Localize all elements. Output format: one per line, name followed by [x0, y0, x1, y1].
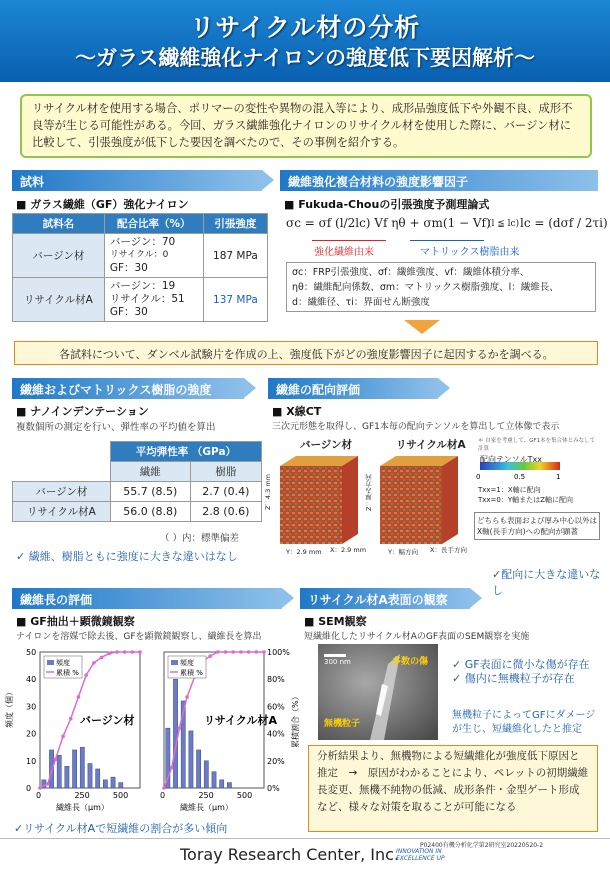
length-conclusion: ✓リサイクル材Aで短繊維の割合が多い傾向 — [14, 822, 228, 835]
th-strength: 引張強度 — [203, 214, 267, 234]
legend-label: 頻度 — [56, 659, 70, 667]
strength-table — [12, 441, 262, 522]
surface-subheading: ■ SEM観察 — [304, 615, 367, 628]
page-title: リサイクル材の分析 — [189, 13, 421, 42]
cell-fiber: 56.0 (8.8) — [110, 502, 190, 522]
cumulative-point — [115, 650, 119, 654]
cumulative-point — [38, 786, 42, 790]
cumulative-point — [77, 695, 81, 699]
company-logo: INNOVATION IN EXCELLENCE UP — [396, 848, 445, 862]
y-tick-label: 0 — [26, 784, 32, 793]
surface-desc: 短繊維化したリサイクル材AのGF表面のSEM観察を実施 — [304, 632, 530, 642]
histogram-bar — [65, 766, 69, 788]
cell-resin: 2.8 (0.6) — [190, 502, 261, 522]
heading-text: リサイクル材A表面の観察 — [308, 593, 448, 607]
th-name: 試料名 — [13, 214, 105, 234]
dim-x: X：2.9 mm — [330, 546, 367, 554]
section-strength-heading — [12, 378, 244, 399]
heading-text: 試料 — [20, 175, 45, 189]
section-factors-heading — [280, 170, 598, 191]
scale-bar — [324, 654, 346, 657]
y-tick-label: 50 — [26, 648, 37, 657]
cell-fiber: 55.7 (8.5) — [110, 482, 190, 502]
label-virgin: バージン材 — [300, 439, 353, 451]
histogram-bar — [189, 731, 193, 788]
histogram-bar — [57, 755, 61, 788]
histogram-bar — [220, 780, 224, 788]
ct-cube-virgin — [280, 456, 358, 544]
factors-legend — [286, 262, 596, 312]
section-sample-heading — [12, 170, 262, 191]
chart-title: リサイクル材A — [204, 714, 277, 727]
table-row — [13, 502, 262, 522]
histogram-bar — [80, 747, 84, 788]
label-recycle: リサイクル材A — [396, 439, 466, 451]
orientation-desc: 三次元形態を取得し、GF1本毎の配向テンソルを算出して立体像で表示 — [272, 422, 560, 432]
histogram-bar — [197, 750, 201, 788]
x-tick-label: 0 — [160, 791, 166, 800]
y-tick-label: 30 — [26, 702, 37, 712]
sample-subheading: ■ ガラス繊維（GF）強化ナイロン — [16, 198, 189, 211]
legend-tx1: Txx=1：X軸に配向 — [478, 486, 541, 494]
cumulative-point — [247, 650, 251, 654]
heading-text: 繊維およびマトリックス樹脂の強度 — [20, 383, 212, 397]
sem-scale: 300 nm — [324, 658, 351, 666]
y-tick-label: 20 — [26, 729, 37, 739]
histogram-bar — [111, 777, 115, 788]
dim-y2: Y：幅方向 — [388, 548, 418, 556]
strength-conclusion: ✓ 繊維、樹脂ともに強度に大きな違いはなし — [16, 550, 238, 563]
cumulative-point — [61, 735, 65, 739]
cumulative-point — [131, 650, 135, 654]
histogram-bar — [204, 761, 208, 788]
y2-tick-label: 40% — [267, 729, 285, 739]
section-surface-heading — [300, 588, 470, 609]
cell-name: リサイクル材A — [13, 502, 111, 522]
y2-tick-label: 100% — [267, 648, 290, 657]
ratio-line: リサイクル：51 — [109, 293, 185, 305]
y-tick-label: 40 — [26, 675, 37, 685]
cell-ratio — [104, 278, 203, 322]
summary-text: 分析結果より、無機物による短繊維化が強度低下原因と推定 → 原因がわかることにより、ペレットの初期繊維長変更、無機不純物の低減、成形条件・金型ゲート形成など、様々な対策を取ることが可能になる — [317, 750, 589, 813]
th-group: 平均弾性率 （GPa） — [110, 442, 261, 462]
cell-strength: 187 MPa — [203, 234, 267, 278]
orientation-subheading: ■ X線CT — [272, 405, 322, 418]
histogram-bar — [88, 764, 92, 788]
cumulative-point — [107, 652, 111, 656]
histogram-bar — [73, 750, 77, 788]
intro-box — [20, 94, 592, 158]
th-fiber: 繊維 — [110, 462, 190, 482]
summary-box — [308, 745, 598, 832]
cumulative-point — [92, 661, 96, 665]
sample-table — [12, 213, 268, 322]
y2-tick-label: 60% — [267, 702, 285, 712]
label-fiber: 強化繊維由来 — [314, 247, 374, 258]
cumulative-point — [162, 786, 166, 790]
th-empty — [13, 462, 111, 482]
intro-text: リサイクル材を使用する場合、ポリマーの変性や異物の混入等により、成形品強度低下や外観不良、成形不良等が生じる可能性がある。今回、ガラス繊維強化ナイロンのリサイクル材を使用した際に、バージン材に比較して、引張強度が低下した要因を調べたので、その事例を紹介する。 — [32, 102, 573, 149]
cumulative-point — [123, 650, 127, 654]
tick-0: 0 — [476, 473, 481, 481]
orientation-small-note: ＊ 自家を考慮して、GF1本を集合体とみなして計算 — [478, 438, 596, 452]
strength-desc: 複数個所の測定を行い、弾性率の平均値を算出 — [16, 422, 216, 433]
x-tick-label: 250 — [198, 791, 214, 800]
equation-main: σc = σf (l/2lc) Vf ηθ + σm(1 − Vf) — [286, 216, 491, 230]
strength-footnote: （ ）内：標準偏差 — [160, 533, 240, 544]
surface-bullet2: ✓ 傷内に無機粒子が存在 — [452, 672, 575, 685]
x-tick-label: 500 — [112, 791, 129, 800]
x-axis-label: 繊維長（μm） — [56, 803, 109, 812]
heading-text: 繊維強化複合材料の強度影響因子 — [288, 175, 469, 189]
footer-code: P02400有機分析化学第2研究室20220520-2 — [420, 842, 544, 849]
cumulative-point — [54, 758, 58, 762]
surface-result: 無機粒子によってGFにダメージが生じ、短繊維化したと推定 — [452, 710, 596, 735]
legend-swatch-bar — [47, 660, 54, 665]
cumulative-point — [262, 650, 266, 654]
heading-text: 繊維の配向評価 — [276, 383, 361, 397]
th-empty — [13, 442, 111, 462]
cumulative-point — [138, 650, 142, 654]
cumulative-point — [231, 650, 235, 654]
legend-line: ηθ：繊維配向係数、σm：マトリックス樹脂強度、l：繊維長、 — [292, 282, 559, 293]
cumulative-point — [84, 673, 88, 677]
y2-axis-label: 累積割合（%） — [291, 692, 300, 748]
y-tick-label: 10 — [26, 756, 37, 766]
tick-05: 0.5 — [514, 473, 526, 481]
cumulative-point — [170, 766, 174, 770]
dim-x2: X：長手方向 — [430, 546, 467, 554]
cell-name: リサイクル材A — [13, 278, 105, 322]
cumulative-point — [185, 695, 189, 699]
legend-label: 累積 % — [56, 669, 79, 677]
cumulative-point — [216, 650, 220, 654]
th-resin: 樹脂 — [190, 462, 261, 482]
length-subheading: ■ GF抽出＋顕微鏡観察 — [16, 615, 135, 628]
dim-y: Y：2.9 mm — [286, 548, 322, 556]
label-scratch: 多数の傷 — [392, 657, 429, 667]
dim-z: Z：4.3 mm — [264, 474, 272, 511]
method-text: 各試料について、ダンベル試験片を作成の上、強度低下がどの強度影響因子に起因するかを調べる。 — [59, 348, 554, 361]
y2-tick-label: 0% — [267, 784, 280, 793]
ratio-line: バージン：19 — [109, 280, 176, 292]
th-ratio: 配合比率（%） — [104, 214, 203, 234]
table-row — [13, 482, 262, 502]
footer-divider — [0, 838, 610, 839]
cell-name: バージン材 — [13, 234, 105, 278]
heading-text: 繊維長の評価 — [20, 593, 93, 607]
cumulative-point — [224, 650, 228, 654]
cumulative-point — [208, 654, 212, 658]
histogram-bar — [227, 783, 231, 788]
page-subtitle: 〜ガラス繊維強化ナイロンの強度低下要因解析〜 — [75, 46, 535, 70]
cumulative-point — [100, 656, 104, 660]
legend-swatch-bar — [171, 660, 178, 665]
legend-line: d：繊維径、τi：界面せん断強度 — [292, 297, 430, 308]
chart-title: バージン材 — [80, 714, 135, 727]
x-tick-label: 500 — [236, 791, 253, 800]
legend-tx0: Txx=0：Y軸またはZ軸に配向 — [478, 496, 573, 504]
strength-subheading: ■ ナノインデンテーション — [16, 405, 149, 418]
equation-condition: (l ≦ lc) — [488, 219, 520, 229]
cumulative-point — [178, 726, 182, 730]
section-orientation-heading — [268, 378, 438, 399]
histogram-bar — [119, 783, 123, 788]
dim-z2: Z：厚み方向 — [365, 474, 373, 511]
legend-label: 頻度 — [180, 659, 194, 667]
ratio-line: リサイクル：0 — [109, 250, 169, 260]
ct-cube-recycle — [380, 456, 458, 544]
ratio-line: GF：30 — [109, 306, 148, 318]
section-length-heading — [12, 588, 282, 609]
legend-label: 累積 % — [180, 669, 203, 677]
method-bar — [14, 341, 598, 365]
y-axis-label: 頻度（個） — [5, 688, 14, 728]
label-matrix: マトリックス樹脂由来 — [420, 247, 520, 258]
table-row — [13, 234, 268, 278]
histogram-bar — [212, 772, 216, 788]
orientation-conclusion: ✓配向に大きな違いなし — [492, 568, 601, 597]
cell-strength: 137 MPa — [203, 278, 267, 322]
cumulative-point — [69, 717, 73, 721]
factors-subheading: ■ Fukuda-Chouの引張強度予測理論式 — [284, 198, 490, 211]
legend-line: σc：FRP引張強度、σf：繊維強度、vf：繊維体積分率、 — [292, 267, 530, 278]
cumulative-point — [239, 650, 243, 654]
orientation-box-note: どちらも表面および厚み中心以外はX軸(長手方向)への配向が顕著 — [474, 512, 600, 540]
cell-name: バージン材 — [13, 482, 111, 502]
matrix-underline — [410, 240, 484, 241]
header-banner — [0, 0, 610, 82]
ratio-line: バージン：70 — [109, 236, 176, 248]
cumulative-point — [255, 650, 259, 654]
x-tick-label: 0 — [36, 791, 42, 800]
equation-lc: lc = (dσf / 2τi) — [520, 216, 608, 230]
fiber-underline — [312, 240, 386, 241]
label-particle: 無機粒子 — [324, 719, 361, 729]
x-axis-label: 繊維長（μm） — [180, 803, 233, 812]
y2-tick-label: 20% — [267, 756, 285, 766]
histogram-bar — [96, 769, 100, 788]
down-arrow-icon — [404, 320, 440, 334]
tick-1: 1 — [556, 473, 561, 481]
histogram-bar — [103, 780, 107, 788]
legend-title: 配向テンソルTxx — [480, 455, 542, 464]
surface-bullet1: ✓ GF表面に微小な傷が存在 — [452, 658, 590, 671]
cell-ratio — [104, 234, 203, 278]
length-desc: ナイロンを溶媒で除去後、GFを顕微鏡観察し、繊維長を算出 — [16, 632, 262, 642]
cell-resin: 2.7 (0.4) — [190, 482, 261, 502]
histogram-bar — [173, 679, 177, 788]
y2-tick-label: 80% — [267, 675, 285, 685]
cumulative-point — [46, 782, 50, 786]
ratio-line: GF：30 — [109, 262, 148, 274]
length-charts — [2, 640, 302, 820]
x-tick-label: 250 — [74, 791, 90, 800]
table-row — [13, 278, 268, 322]
company-name: Toray Research Center, Inc. — [180, 845, 400, 864]
